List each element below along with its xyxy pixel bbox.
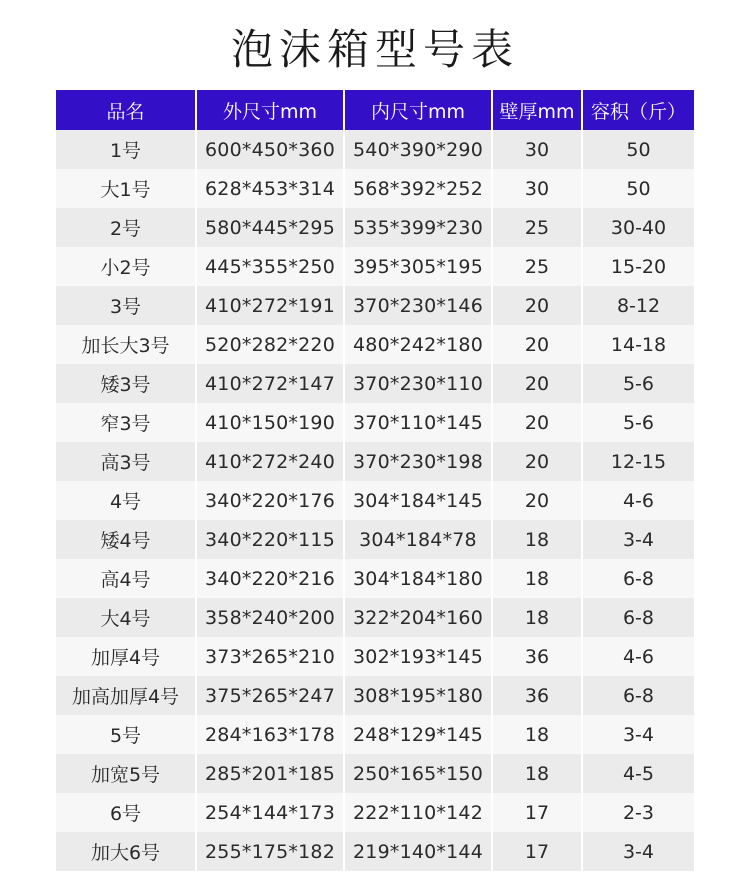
table-row	[56, 832, 694, 871]
cell-outer-size: 285*201*185	[196, 754, 344, 793]
cell-capacity: 5-6	[582, 364, 694, 403]
cell-product-name: 加大6号	[56, 832, 196, 871]
cell-inner-size: 250*165*150	[344, 754, 492, 793]
cell-inner-size: 540*390*290	[344, 130, 492, 169]
cell-inner-size: 370*230*146	[344, 286, 492, 325]
cell-wall-thickness: 36	[492, 637, 582, 676]
cell-capacity: 2-3	[582, 793, 694, 832]
cell-outer-size: 410*150*190	[196, 403, 344, 442]
table-row	[56, 481, 694, 520]
foam-box-spec-table	[56, 90, 694, 871]
cell-capacity: 6-8	[582, 676, 694, 715]
cell-inner-size: 370*230*198	[344, 442, 492, 481]
cell-product-name: 2号	[56, 208, 196, 247]
cell-outer-size: 410*272*240	[196, 442, 344, 481]
table-row	[56, 676, 694, 715]
table-row	[56, 793, 694, 832]
table-row	[56, 520, 694, 559]
cell-inner-size: 568*392*252	[344, 169, 492, 208]
cell-product-name: 4号	[56, 481, 196, 520]
cell-product-name: 3号	[56, 286, 196, 325]
cell-inner-size: 304*184*78	[344, 520, 492, 559]
cell-capacity: 50	[582, 169, 694, 208]
cell-inner-size: 248*129*145	[344, 715, 492, 754]
cell-capacity: 4-6	[582, 481, 694, 520]
table-header-row	[56, 90, 694, 130]
cell-wall-thickness: 18	[492, 598, 582, 637]
cell-wall-thickness: 20	[492, 325, 582, 364]
cell-product-name: 加宽5号	[56, 754, 196, 793]
table-row	[56, 325, 694, 364]
table-row	[56, 130, 694, 169]
table-row	[56, 286, 694, 325]
cell-inner-size: 322*204*160	[344, 598, 492, 637]
cell-inner-size: 370*230*110	[344, 364, 492, 403]
cell-inner-size: 304*184*180	[344, 559, 492, 598]
cell-outer-size: 358*240*200	[196, 598, 344, 637]
cell-wall-thickness: 18	[492, 715, 582, 754]
cell-product-name: 5号	[56, 715, 196, 754]
cell-inner-size: 304*184*145	[344, 481, 492, 520]
table-row	[56, 715, 694, 754]
cell-outer-size: 580*445*295	[196, 208, 344, 247]
cell-capacity: 4-5	[582, 754, 694, 793]
cell-outer-size: 410*272*147	[196, 364, 344, 403]
cell-product-name: 高4号	[56, 559, 196, 598]
cell-inner-size: 302*193*145	[344, 637, 492, 676]
header-wall-thickness: 壁厚mm	[492, 90, 582, 130]
cell-inner-size: 370*110*145	[344, 403, 492, 442]
cell-wall-thickness: 20	[492, 481, 582, 520]
cell-outer-size: 520*282*220	[196, 325, 344, 364]
table-row	[56, 637, 694, 676]
cell-product-name: 加长大3号	[56, 325, 196, 364]
table-row	[56, 442, 694, 481]
page-title: 泡沫箱型号表	[230, 25, 519, 74]
table-row	[56, 364, 694, 403]
cell-wall-thickness: 17	[492, 793, 582, 832]
cell-wall-thickness: 20	[492, 403, 582, 442]
cell-outer-size: 284*163*178	[196, 715, 344, 754]
cell-capacity: 6-8	[582, 559, 694, 598]
cell-product-name: 加高加厚4号	[56, 676, 196, 715]
cell-wall-thickness: 25	[492, 247, 582, 286]
cell-capacity: 30-40	[582, 208, 694, 247]
cell-wall-thickness: 20	[492, 364, 582, 403]
cell-inner-size: 219*140*144	[344, 832, 492, 871]
table-row	[56, 247, 694, 286]
cell-capacity: 4-6	[582, 637, 694, 676]
cell-product-name: 大4号	[56, 598, 196, 637]
cell-product-name: 1号	[56, 130, 196, 169]
cell-outer-size: 254*144*173	[196, 793, 344, 832]
cell-wall-thickness: 17	[492, 832, 582, 871]
header-product-name: 品名	[56, 90, 196, 130]
cell-outer-size: 340*220*216	[196, 559, 344, 598]
cell-wall-thickness: 30	[492, 130, 582, 169]
cell-capacity: 3-4	[582, 832, 694, 871]
cell-outer-size: 340*220*115	[196, 520, 344, 559]
cell-capacity: 15-20	[582, 247, 694, 286]
cell-inner-size: 480*242*180	[344, 325, 492, 364]
cell-product-name: 矮4号	[56, 520, 196, 559]
cell-product-name: 6号	[56, 793, 196, 832]
header-outer-size: 外尺寸mm	[196, 90, 344, 130]
cell-capacity: 14-18	[582, 325, 694, 364]
cell-capacity: 3-4	[582, 715, 694, 754]
cell-outer-size: 375*265*247	[196, 676, 344, 715]
cell-product-name: 大1号	[56, 169, 196, 208]
table-row	[56, 169, 694, 208]
cell-wall-thickness: 18	[492, 559, 582, 598]
table-row	[56, 559, 694, 598]
cell-outer-size: 255*175*182	[196, 832, 344, 871]
cell-capacity: 6-8	[582, 598, 694, 637]
header-inner-size: 内尺寸mm	[344, 90, 492, 130]
cell-wall-thickness: 20	[492, 442, 582, 481]
cell-outer-size: 628*453*314	[196, 169, 344, 208]
cell-capacity: 3-4	[582, 520, 694, 559]
cell-inner-size: 308*195*180	[344, 676, 492, 715]
table-row	[56, 403, 694, 442]
cell-capacity: 50	[582, 130, 694, 169]
cell-product-name: 窄3号	[56, 403, 196, 442]
cell-product-name: 矮3号	[56, 364, 196, 403]
cell-outer-size: 445*355*250	[196, 247, 344, 286]
cell-inner-size: 222*110*142	[344, 793, 492, 832]
cell-outer-size: 600*450*360	[196, 130, 344, 169]
cell-product-name: 高3号	[56, 442, 196, 481]
table-row	[56, 754, 694, 793]
cell-wall-thickness: 25	[492, 208, 582, 247]
cell-wall-thickness: 36	[492, 676, 582, 715]
cell-outer-size: 410*272*191	[196, 286, 344, 325]
table-row	[56, 208, 694, 247]
cell-product-name: 加厚4号	[56, 637, 196, 676]
cell-outer-size: 340*220*176	[196, 481, 344, 520]
cell-capacity: 12-15	[582, 442, 694, 481]
cell-product-name: 小2号	[56, 247, 196, 286]
cell-wall-thickness: 30	[492, 169, 582, 208]
cell-wall-thickness: 20	[492, 286, 582, 325]
cell-capacity: 5-6	[582, 403, 694, 442]
cell-wall-thickness: 18	[492, 520, 582, 559]
table-row	[56, 598, 694, 637]
cell-inner-size: 535*399*230	[344, 208, 492, 247]
cell-capacity: 8-12	[582, 286, 694, 325]
cell-outer-size: 373*265*210	[196, 637, 344, 676]
cell-wall-thickness: 18	[492, 754, 582, 793]
header-capacity: 容积（斤）	[582, 90, 694, 130]
cell-inner-size: 395*305*195	[344, 247, 492, 286]
